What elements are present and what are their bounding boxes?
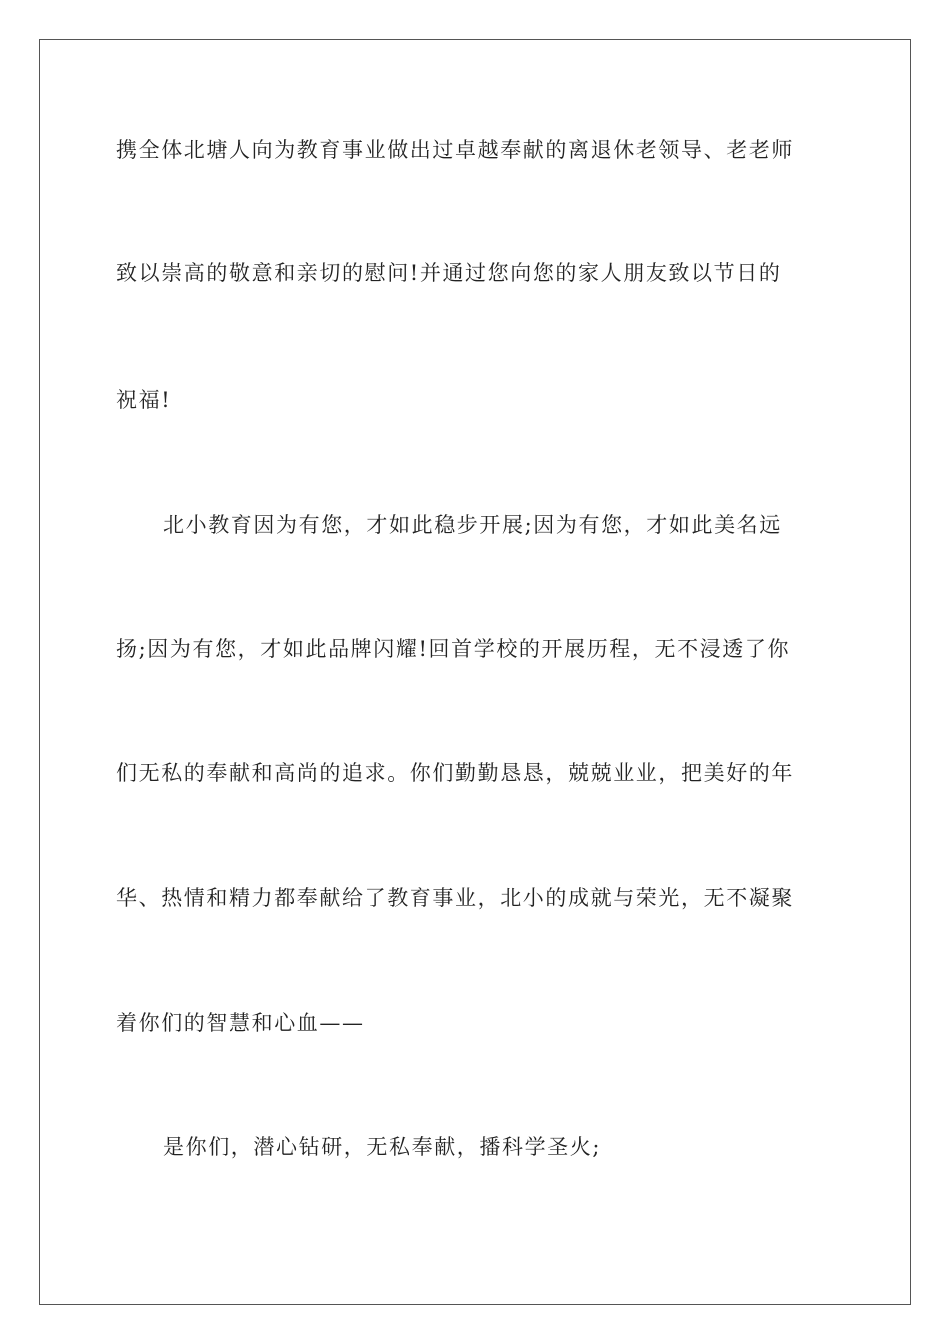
text-line: 携全体北塘人向为教育事业做出过卓越奉献的离退休老领导、老老师 xyxy=(116,138,794,162)
paragraph-start-line: 北小教育因为有您，才如此稳步开展;因为有您，才如此美名远 xyxy=(163,513,782,537)
text-line: 祝福! xyxy=(116,388,172,412)
text-line: 着你们的智慧和心血—— xyxy=(116,1011,365,1035)
text-line: 华、热情和精力都奉献给了教育事业，北小的成就与荣光，无不凝聚 xyxy=(116,886,794,910)
text-line: 们无私的奉献和高尚的追求。你们勤勤恳恳，兢兢业业，把美好的年 xyxy=(116,761,794,785)
page-border xyxy=(39,39,911,1305)
text-line: 扬;因为有您，才如此品牌闪耀!回首学校的开展历程，无不浸透了你 xyxy=(116,637,791,661)
paragraph-start-line: 是你们，潜心钻研，无私奉献，播科学圣火; xyxy=(163,1135,602,1159)
text-line: 致以崇高的敬意和亲切的慰问!并通过您向您的家人朋友致以节日的 xyxy=(116,261,782,285)
